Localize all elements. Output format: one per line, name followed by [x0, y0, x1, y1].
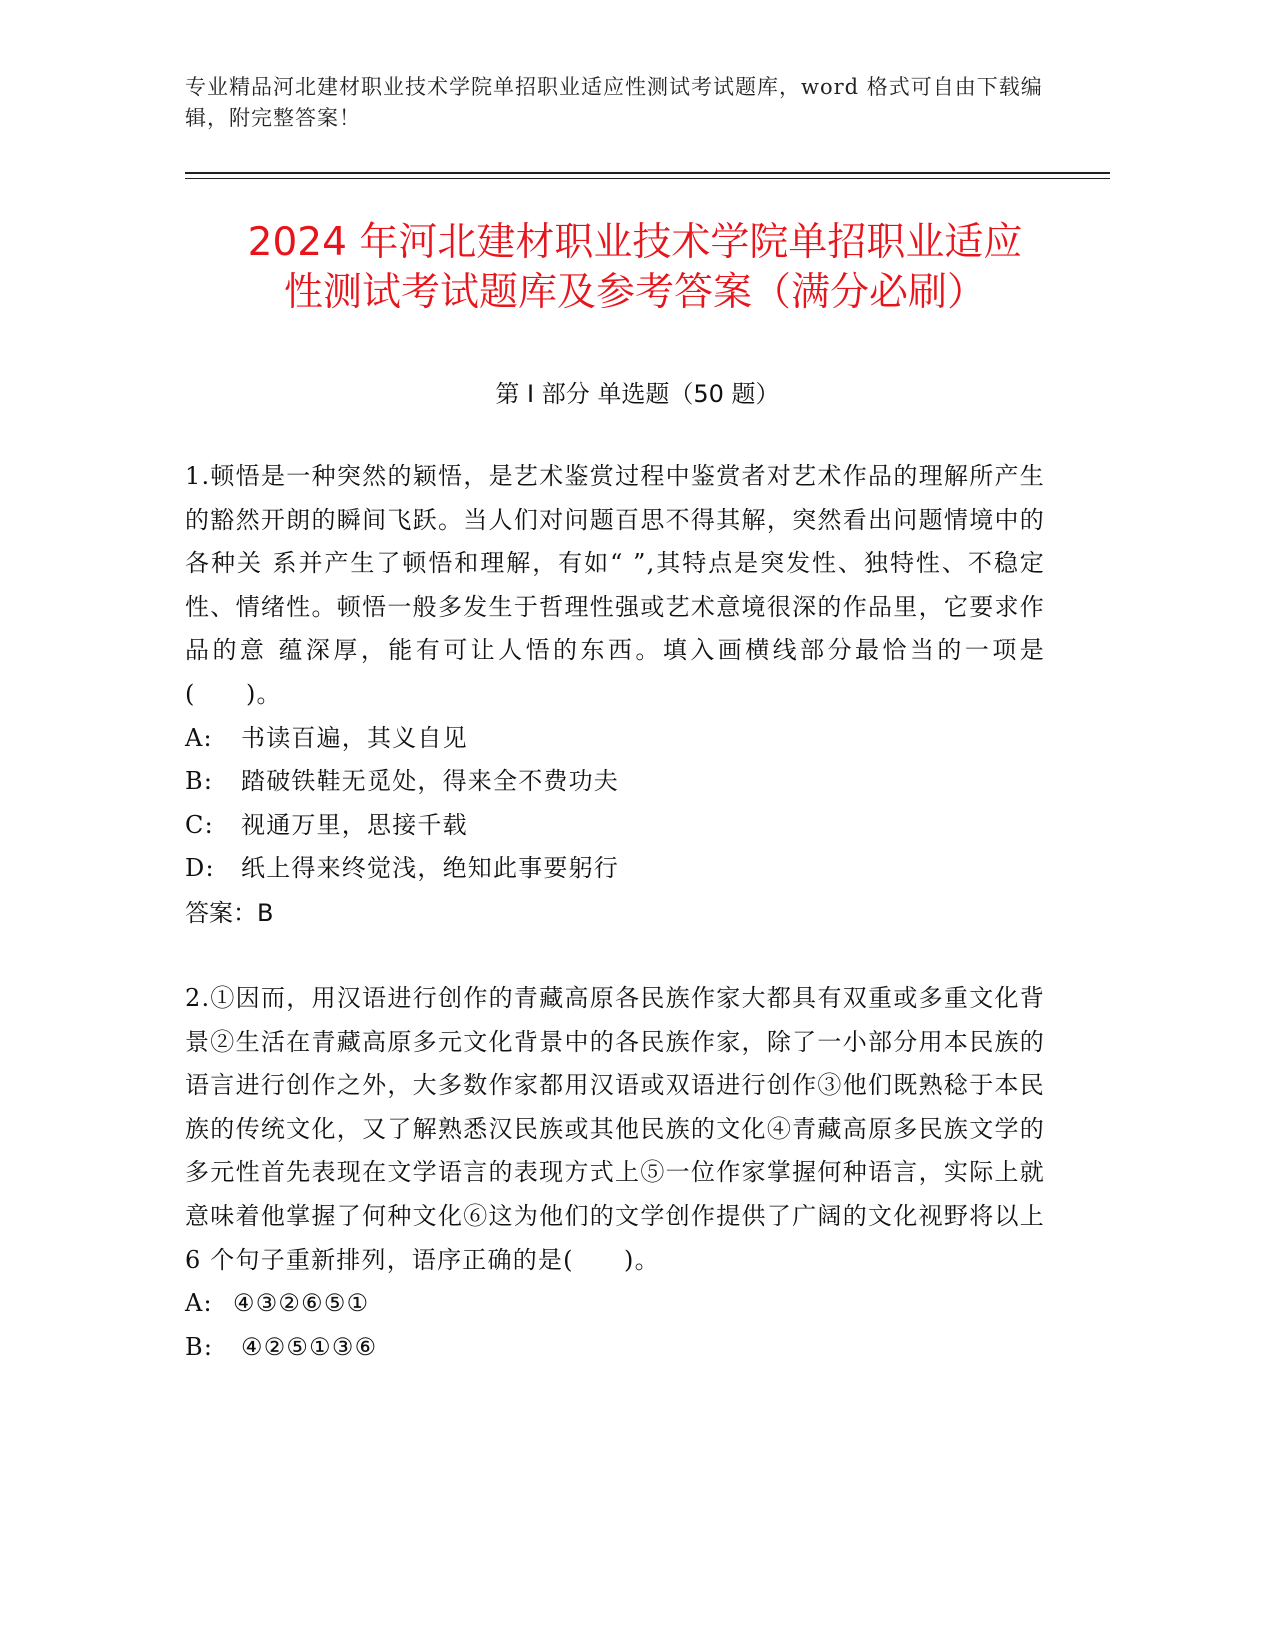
option-key: A:	[185, 723, 213, 752]
option-key: D:	[185, 854, 215, 883]
title-line-2: 性测试考试题库及参考答案（满分必刷）	[283, 270, 986, 315]
option-key: A:	[185, 1289, 213, 1318]
title-line-1: 2024 年河北建材职业技术学院单招职业适应	[247, 220, 1023, 265]
option-a	[185, 1282, 1045, 1326]
option-key: B:	[185, 1332, 214, 1361]
option-text: 书读百遍，其义自见	[241, 723, 468, 752]
option-d	[185, 847, 1045, 891]
question-2	[185, 977, 1045, 1369]
question-stem: 2.①因而，用汉语进行创作的青藏高原各民族作家大都具有双重或多重文化背景②生活在青藏高原多元文化背景中的各民族作家，除了一小部分用本民族的语言进行创作之外，大多数作家都用汉语或双语进行创作③他们既熟稔于本民族的传统文化，又了解熟悉汉民族或其他民族的文化④青藏高原多民族文学的多元性首先表现在文学语言的表现方式上⑤一位作家掌握何种语言，实际上就意味着他掌握了何种文化⑥这为他们的文学创作提供了广阔的文化视野将以上 6 个句子重新排列，语序正确的是( )。	[185, 984, 1045, 1274]
header-rule-thin	[185, 178, 1110, 179]
option-text: ④③②⑥⑤①	[233, 1289, 370, 1318]
option-b	[185, 1326, 1045, 1370]
section-heading: 第 I 部分 单选题（50 题）	[495, 380, 780, 408]
answer-line: 答案：B	[185, 898, 274, 927]
header-rule-thick	[185, 172, 1110, 174]
option-c	[185, 804, 1045, 848]
option-b	[185, 760, 1045, 804]
option-text: 纸上得来终觉浅，绝知此事要躬行	[241, 854, 619, 883]
question-stem: 1.顿悟是一种突然的颖悟，是艺术鉴赏过程中鉴赏者对艺术作品的理解所产生 的豁然开朗的瞬间飞跃。当人们对问题百思不得其解，突然看出问题情境中的各种关 系并产生了顿悟和理解，有如“ ”,其特点是突发性、独特性、不稳定 性、情绪性。顿悟一般多发生于哲理性强或艺术意境很深的作品里，它要求作品的意 蕴深厚，能有可让人悟的东西。填入画横线部分最恰当的一项是( )。	[185, 462, 1045, 708]
option-key: B:	[185, 767, 214, 796]
document-title	[150, 218, 1120, 318]
header-note: 专业精品河北建材职业技术学院单招职业适应性测试考试题库，word 格式可自由下载编辑，附完整答案！	[185, 75, 1043, 130]
option-text: 踏破铁鞋无觅处，得来全不费功夫	[241, 767, 619, 796]
option-text: 视通万里，思接千载	[241, 810, 468, 839]
option-text: ④②⑤①③⑥	[241, 1332, 378, 1361]
option-key: C:	[185, 810, 214, 839]
option-a	[185, 717, 1045, 761]
question-1	[185, 455, 1045, 935]
